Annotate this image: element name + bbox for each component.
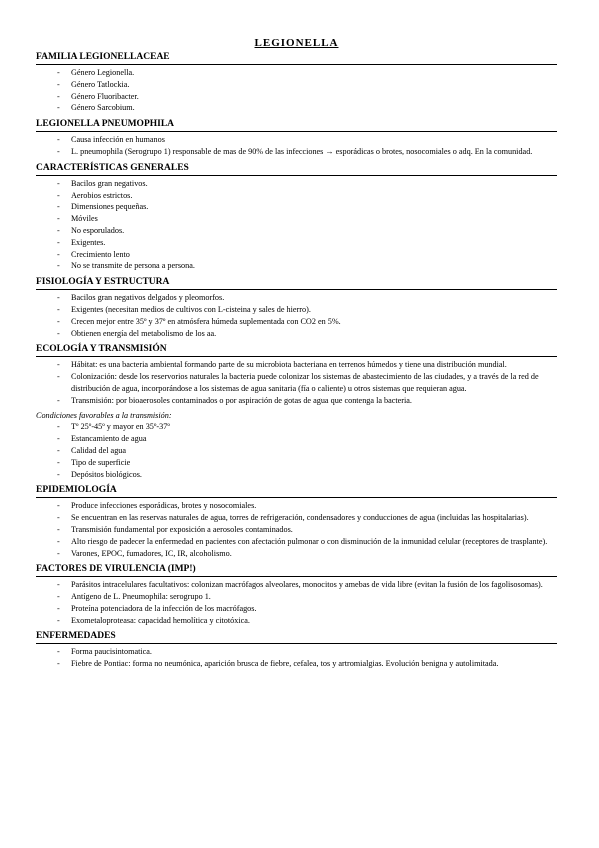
section-heading: CARACTERÍSTICAS GENERALES bbox=[36, 162, 557, 176]
bullet-list bbox=[36, 67, 557, 114]
section bbox=[36, 51, 557, 114]
bullet-list bbox=[36, 579, 557, 626]
list-item: - No esporulados. bbox=[36, 225, 557, 237]
section bbox=[36, 276, 557, 339]
list-item: - Forma paucisintomatica. bbox=[36, 646, 557, 658]
list-item: - L. pneumophila (Serogrupo 1) responsable de mas de 90% de las infecciones → esporádicas o brotes, nosocomiales o adq. En la comunidad. bbox=[36, 146, 557, 158]
section-heading: LEGIONELLA PNEUMOPHILA bbox=[36, 118, 557, 132]
bullet-list bbox=[36, 178, 557, 272]
section bbox=[36, 484, 557, 559]
list-item: - Obtienen energía del metabolismo de los aa. bbox=[36, 328, 557, 340]
page-title: LEGIONELLA bbox=[254, 37, 339, 49]
section-heading: FAMILIA LEGIONELLACEAE bbox=[36, 51, 557, 65]
list-item: - Transmisión fundamental por exposición a aerosoles contaminados. bbox=[36, 524, 557, 536]
bullet-list bbox=[36, 646, 557, 670]
list-item: - Alto riesgo de padecer la enfermedad en pacientes con afectación pulmonar o con disminución de la inmunidad celular (receptores de trasplante). bbox=[36, 536, 557, 548]
list-item: - Exigentes. bbox=[36, 237, 557, 249]
section-heading: FISIOLOGÍA Y ESTRUCTURA bbox=[36, 276, 557, 290]
list-item: - Transmisión: por bioaerosoles contaminados o por aspiración de gotas de agua que contenga la bacteria. bbox=[36, 395, 557, 407]
section-heading: FACTORES DE VIRULENCIA (IMP!) bbox=[36, 563, 557, 577]
section bbox=[36, 343, 557, 480]
list-item: - Colonización: desde los reservorios naturales la bacteria puede colonizar los sistemas de abastecimiento de las ciudades, y a través de la red de distribución de agua, incorporándose a los sistemas de agua sanitaria (fía o caliente) u otros sistemas que requieran agua. bbox=[36, 371, 557, 395]
list-item: - Fiebre de Pontiac: forma no neumónica, aparición brusca de fiebre, cefalea, tos y artromialgias. Evolución benigna y autolimitada. bbox=[36, 658, 557, 670]
sections-container bbox=[36, 51, 557, 670]
list-item: - Exometaloproteasa: capacidad hemolítica y citotóxica. bbox=[36, 615, 557, 627]
list-item: - Se encuentran en las reservas naturales de agua, torres de refrigeración, condensadores y conducciones de agua (incluidas las hospitalarias). bbox=[36, 512, 557, 524]
section bbox=[36, 630, 557, 670]
list-item: - Antígeno de L. Pneumophila: serogrupo 1. bbox=[36, 591, 557, 603]
list-item: - Género Fluoribacter. bbox=[36, 91, 557, 103]
bullet-list bbox=[36, 359, 557, 406]
list-item: - Causa infección en humanos bbox=[36, 134, 557, 146]
list-item: - Calidad del agua bbox=[36, 445, 557, 457]
bullet-list bbox=[36, 500, 557, 559]
list-item: - Género Tatlockia. bbox=[36, 79, 557, 91]
list-item: - Género Sarcobium. bbox=[36, 102, 557, 114]
list-item: - Produce infecciones esporádicas, brotes y nosocomiales. bbox=[36, 500, 557, 512]
list-item: - Bacilos gran negativos. bbox=[36, 178, 557, 190]
section-heading: EPIDEMIOLOGÍA bbox=[36, 484, 557, 498]
list-item: - Hábitat: es una bacteria ambiental formando parte de su microbiota bacteriana en terrenos húmedos y tiene una distribución mundial. bbox=[36, 359, 557, 371]
list-item: - Exigentes (necesitan medios de cultivos con L-cisteina y sales de hierro). bbox=[36, 304, 557, 316]
list-item: - Varones, EPOC, fumadores, IC, IR, alcoholismo. bbox=[36, 548, 557, 560]
section bbox=[36, 118, 557, 158]
list-item: - Bacilos gran negativos delgados y pleomorfos. bbox=[36, 292, 557, 304]
list-item: - No se transmite de persona a persona. bbox=[36, 260, 557, 272]
section bbox=[36, 162, 557, 272]
section-subheading: Condiciones favorables a la transmisión: bbox=[36, 410, 172, 420]
list-item: - Proteína potenciadora de la infección de los macrófagos. bbox=[36, 603, 557, 615]
list-item: - Crecimiento lento bbox=[36, 249, 557, 261]
section-heading: ECOLOGÍA Y TRANSMISIÓN bbox=[36, 343, 557, 357]
list-item: - Aerobios estrictos. bbox=[36, 190, 557, 202]
list-item: - Género Legionella. bbox=[36, 67, 557, 79]
list-item: - Tº 25º-45º y mayor en 35º-37º bbox=[36, 421, 557, 433]
list-item: - Móviles bbox=[36, 213, 557, 225]
list-item: - Depósitos biológicos. bbox=[36, 469, 557, 481]
list-item: - Dimensiones pequeñas. bbox=[36, 201, 557, 213]
bullet-list bbox=[36, 292, 557, 339]
list-item: - Crecen mejor entre 35º y 37º en atmósfera húmeda suplementada con CO2 en 5%. bbox=[36, 316, 557, 328]
document-page bbox=[36, 36, 557, 674]
list-item: - Parásitos intracelulares facultativos: colonizan macrófagos alveolares, monocitos y amebas de vida libre (evitan la fusión de los fagolisosomas). bbox=[36, 579, 557, 591]
section bbox=[36, 563, 557, 626]
section-heading: ENFERMEDADES bbox=[36, 630, 557, 644]
list-item: - Estancamiento de agua bbox=[36, 433, 557, 445]
bullet-list bbox=[36, 421, 557, 480]
list-item: - Tipo de superficie bbox=[36, 457, 557, 469]
bullet-list bbox=[36, 134, 557, 158]
